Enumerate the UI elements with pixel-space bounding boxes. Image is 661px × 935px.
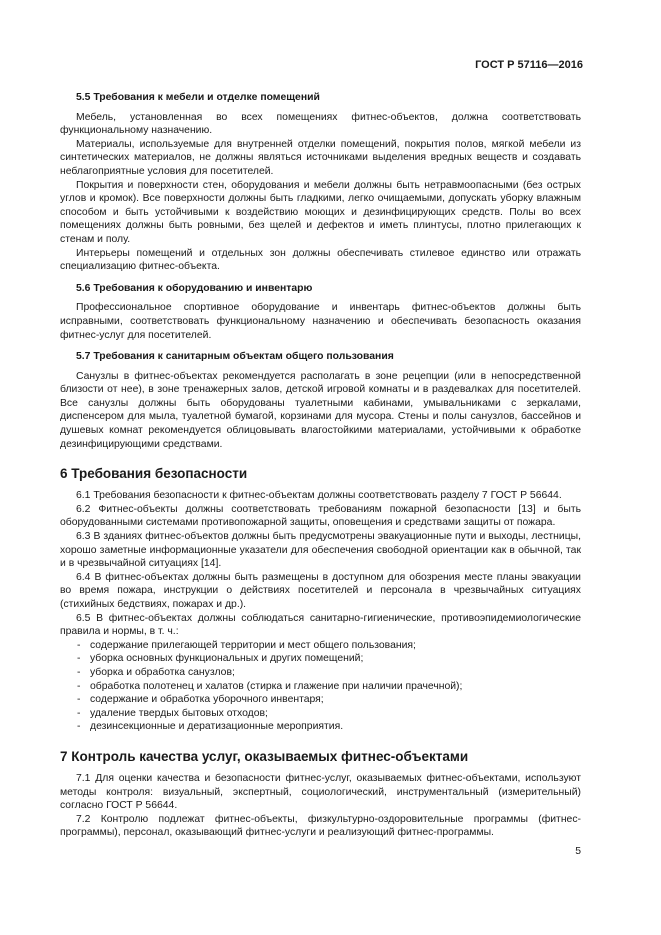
paragraph: Мебель, установленная во всех помещениях фитнес-объектов, должна соответствовать функциональному назначению.: [60, 111, 581, 137]
paragraph: 6.4 В фитнес-объектах должны быть размещены в доступном для обозрения месте планы эвакуации во время пожара, инструкции о действиях посетителей и персонала в чрезвычайных ситуациях (стихийных бедствиях, пожарах и др.).: [60, 571, 581, 610]
paragraph: 6.2 Фитнес-объекты должны соответствовать требованиям пожарной безопасности [13] и быть оборудованными системами противопожарной защиты, оповещения и средствами защиты от пожара.: [60, 503, 581, 529]
list-item: - удаление твердых бытовых отходов;: [60, 707, 581, 721]
document-id: ГОСТ Р 57116—2016: [475, 59, 583, 71]
page-content: [60, 91, 581, 840]
paragraph: 7.2 Контролю подлежат фитнес-объекты, физкультурно-оздоровительные программы (фитнес-программы), персонал, оказывающий фитнес-услуги и реализующий фитнес-программы.: [60, 813, 581, 839]
page-number: 5: [575, 846, 581, 857]
heading-5-5: 5.5 Требования к мебели и отделке помещений: [76, 92, 320, 103]
list-item: - уборка основных функциональных и других помещений;: [60, 652, 581, 666]
heading-7: 7 Контроль качества услуг, оказываемых фитнес-объектами: [60, 748, 469, 764]
paragraph: 6.5 В фитнес-объектах должны соблюдаться санитарно-гигиенические, противоэпидемиологические правила и нормы, в т. ч.:: [60, 612, 581, 638]
list-item: - содержание и обработка уборочного инвентаря;: [60, 693, 581, 707]
list-item: - дезинсекционные и дератизационные мероприятия.: [60, 720, 581, 734]
list-item: - содержание прилегающей территории и мест общего пользования;: [60, 639, 581, 653]
paragraph: Материалы, используемые для внутренней отделки помещений, покрытия полов, мягкой мебели из синтетических материалов, не должны являться источниками выделения вредных веществ и создавать неблагоприятные условия для посетителей.: [60, 138, 581, 177]
paragraph: 6.3 В зданиях фитнес-объектов должны быть предусмотрены эвакуационные пути и выходы, лестницы, хорошо заметные информационные указатели для обеспечения свободной ориентации как в обычной, так и в чрезвычайной ситуациях [14].: [60, 531, 581, 570]
paragraph: 7.1 Для оценки качества и безопасности фитнес-услуг, оказываемых фитнес-объектами, используют методы контроля: визуальный, экспертный, социологический, инструментальный (измерительный) согласно ГОСТ Р 56644.: [60, 772, 581, 812]
paragraph: Покрытия и поверхности стен, оборудования и мебели должны быть нетравмоопасными (без острых углов и кромок). Все поверхности должны быть гладкими, легко очищаемыми, допускать уборку влажным способом и быть устойчивыми к воздействию моющих и дезинфицирующих средств. Полы во всех помещениях должны быть ровными, без щелей и дефектов и иметь плинтусы, плотно прилегающих к стенам и полу.: [60, 179, 581, 245]
paragraph: Санузлы в фитнес-объектах рекомендуется располагать в зоне рецепции (или в непосредственной близости от нее), в зоне тренажерных залов, детской игровой комнаты и в раздевалках для посетителей. Все санузлы должны быть оборудованы туалетными кабинами, умывальниками с зеркалами, диспенсером для мыла, туалетной бумагой, корзинами для мусора. Стены и полы санузлов, бассейнов и душевых комнат рекомендуется облицовывать влагостойкими материалами, устойчивыми к обработке дезинфицирующими средствами.: [60, 370, 581, 450]
paragraph: 6.1 Требования безопасности к фитнес-объектам должны соответствовать разделу 7 ГОСТ Р 56644.: [76, 490, 562, 502]
paragraph: Профессиональное спортивное оборудование и инвентарь фитнес-объектов должны быть исправными, соответствовать функциональному назначению и обеспечивать безопасность оказания фитнес-услуг для посетителей.: [60, 302, 581, 341]
list-item: - обработка полотенец и халатов (стирка и глажение при наличии прачечной);: [60, 680, 581, 694]
list-item: - уборка и обработка санузлов;: [60, 666, 581, 680]
heading-5-7: 5.7 Требования к санитарным объектам общего пользования: [76, 351, 394, 363]
hygiene-list: [60, 639, 581, 734]
heading-6: 6 Требования безопасности: [60, 466, 248, 482]
paragraph: Интерьеры помещений и отдельных зон должны обеспечивать стилевое единство или отражать специализацию фитнес-объекта.: [60, 247, 581, 273]
heading-5-6: 5.6 Требования к оборудованию и инвентарю: [76, 282, 313, 294]
